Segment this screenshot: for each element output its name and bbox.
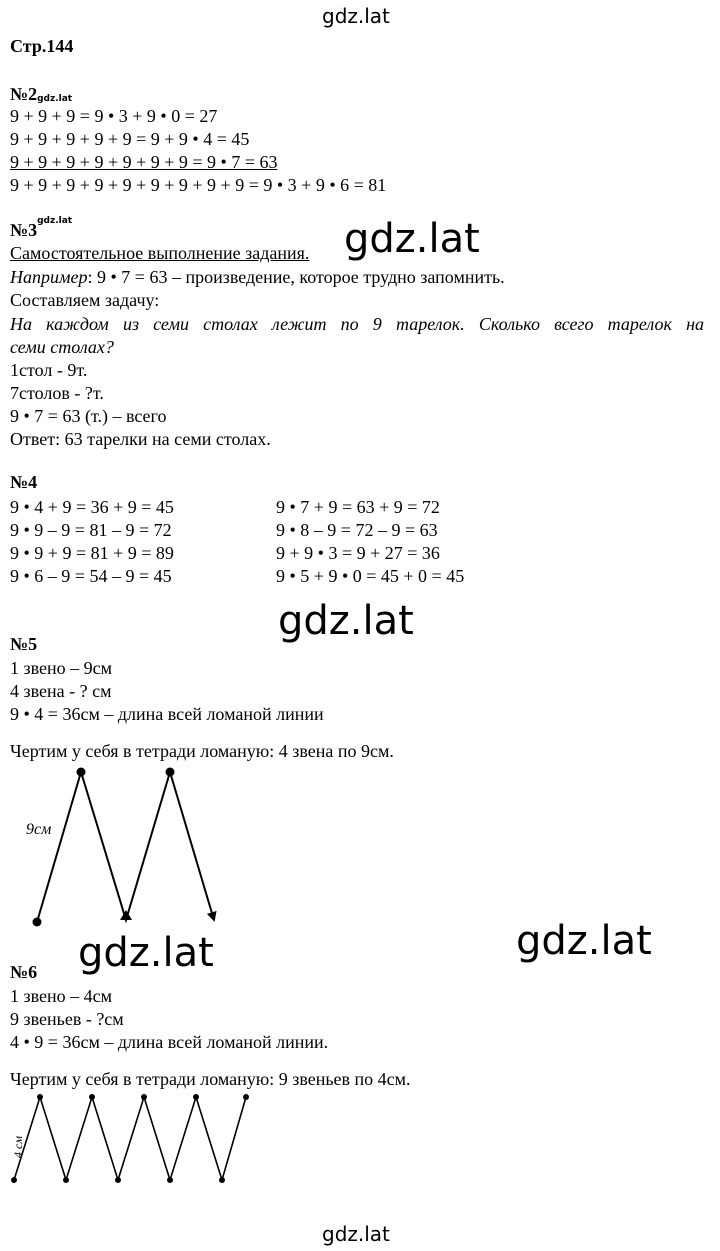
watermark-top: gdz.lat: [322, 4, 390, 28]
task-2-line: 9 + 9 + 9 + 9 + 9 + 9 + 9 + 9 + 9 = 9 • 3 + 9 • 6 = 81: [10, 175, 387, 195]
task-4-right: 9 • 7 + 9 = 63 + 9 = 72: [276, 497, 440, 517]
example-text: : 9 • 7 = 63 – произведение, которое трудно запомнить.: [87, 267, 505, 287]
task-3-answer: Ответ: 63 тарелки на семи столах.: [10, 429, 271, 449]
task-4-left: 9 • 4 + 9 = 36 + 9 = 45: [10, 497, 174, 517]
watermark-large: gdz.lat: [344, 216, 480, 262]
task-2-line: 9 + 9 + 9 + 9 + 9 + 9 + 9 = 9 • 7 = 63: [10, 152, 278, 172]
task-2-line: 9 + 9 + 9 = 9 • 3 + 9 • 0 = 27: [10, 106, 218, 126]
example-label: Например: [10, 267, 88, 287]
task-6-label: №6: [10, 962, 38, 982]
task-2-line: 9 + 9 + 9 + 9 + 9 = 9 + 9 • 4 = 45: [10, 129, 250, 149]
task-6-line: 4 • 9 = 36см – длина всей ломаной линии.: [10, 1032, 329, 1052]
task-3-line: Самостоятельное выполнение задания.: [10, 243, 310, 263]
task-6-draw-text: Чертим у себя в тетради ломаную: 9 звеньев по 4см.: [10, 1069, 411, 1089]
task-5-line: 4 звена - ? см: [10, 681, 112, 701]
task-3-label: №3 gdz.lat: [10, 216, 73, 240]
task-5-line: 1 звено – 9см: [10, 658, 113, 678]
task-5-draw-text: Чертим у себя в тетради ломаную: 4 звена по 9см.: [10, 741, 394, 761]
watermark-bottom: gdz.lat: [322, 1222, 390, 1246]
task-4-left: 9 • 9 + 9 = 81 + 9 = 89: [10, 543, 174, 563]
task-3-line: 1стол - 9т.: [10, 360, 88, 380]
task-5-line: 9 • 4 = 36см – длина всей ломаной линии: [10, 704, 324, 724]
watermark-large: gdz.lat: [78, 930, 214, 976]
segment-label-9cm: 9см: [26, 821, 52, 838]
watermark-large: gdz.lat: [278, 598, 414, 644]
task-4-right: 9 • 8 – 9 = 72 – 9 = 63: [276, 520, 438, 540]
task-2-label: №2 gdz.lat: [10, 84, 73, 104]
task-4-label: №4: [10, 472, 38, 492]
task-6-line: 9 звеньев - ?см: [10, 1009, 124, 1029]
task-5-label: №5: [10, 634, 38, 654]
page-title: Стр.144: [10, 36, 74, 56]
watermark-small: gdz.lat: [37, 94, 73, 104]
task-3-line: 9 • 7 = 63 (т.) – всего: [10, 406, 167, 426]
watermark-large: gdz.lat: [516, 918, 652, 964]
task-4-right: 9 + 9 • 3 = 9 + 27 = 36: [276, 543, 440, 563]
task-4-right: 9 • 5 + 9 • 0 = 45 + 0 = 45: [276, 566, 465, 586]
task-3-problem: На каждом из семи столах лежит по 9 тарелок. Сколько всего тарелок на: [10, 314, 704, 334]
segment-label-4cm: 4 см: [11, 1136, 25, 1158]
watermark-small: gdz.lat: [37, 216, 73, 226]
task-4-left: 9 • 6 – 9 = 54 – 9 = 45: [10, 566, 172, 586]
task-3-problem: семи столах?: [10, 337, 114, 357]
task-3-line: Составляем задачу:: [10, 290, 160, 310]
task-4-left: 9 • 9 – 9 = 81 – 9 = 72: [10, 520, 172, 540]
task-3-line: 7столов - ?т.: [10, 383, 104, 403]
task-6-line: 1 звено – 4см: [10, 986, 113, 1006]
